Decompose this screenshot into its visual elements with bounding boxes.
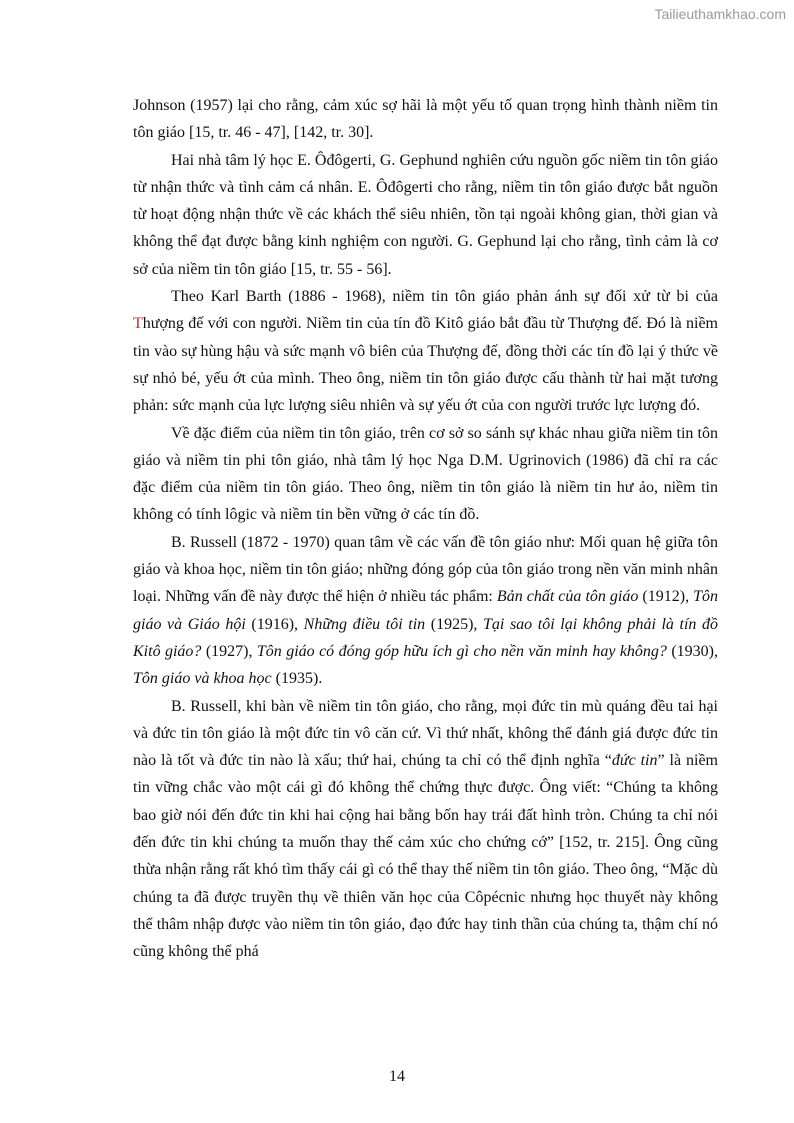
work-year-2: (1916), xyxy=(245,615,304,633)
work-year-5: (1930), xyxy=(666,642,719,660)
paragraph-6-text-b: ” là niềm tin vững chắc vào một cái gì đó không thể chứng thực được. Ông viết: “Chúng ta không bao giờ nói đến đức tin khi hai cộng hai bằng bốn hay trái đất hình tròn. Chúng ta chỉ nói đến đức tin khi chúng ta muốn thay thế cảm xúc cho chứng cớ” [152, tr. 215]. Ông cũng thừa nhận rằng rất khó tìm thấy cái gì có thể thay thế niềm tin tôn giáo. Theo ông, “Mặc dù chúng ta đã được truyền thụ về thiên văn học của Côpécnic nhưng học thuyết này không thể thâm nhập được vào niềm tin tôn giáo, đạo đức hay tinh thần của chúng ta, thậm chí nó cũng không thể phá xyxy=(133,752,719,961)
paragraph-3-text-a: Theo Karl Barth (1886 - 1968), niềm tin tôn giáo phản ánh sự đối xử từ bi của xyxy=(171,288,718,306)
work-title-2: Tôn giáo và Giáo hội xyxy=(133,588,719,633)
work-year-1: (1912), xyxy=(638,588,694,606)
work-title-5: Tôn giáo có đóng góp hữu ích gì cho nền văn minh hay không? xyxy=(256,642,667,660)
work-title-1: Bản chất của tôn giáo xyxy=(496,588,639,606)
paragraph-3 xyxy=(133,283,718,419)
paragraph-6-text-a: B. Russell, khi bàn về niềm tin tôn giáo, cho rằng, mọi đức tin mù quáng đều tai hại và đức tin tôn giáo là một đức tin vô căn cứ. Vì thứ nhất, không thể đánh giá được đức tin nào là tốt và đức tin nào là xấu; thứ hai, chúng ta chỉ có thể định nghĩa “ xyxy=(133,697,718,770)
work-year-4: (1927), xyxy=(201,642,257,660)
paragraph-3-text-b: hượng đế với con người. Niềm tin của tín đồ Kitô giáo bắt đầu từ Thượng đế. Đó là niềm tin vào sự hùng hậu và sức mạnh vô biên của Thượng đế, đồng thời các tín đồ lại ý thức về sự nhỏ bé, yếu ớt của mình. Theo ông, niềm tin tôn giáo được cấu thành từ hai mặt tương phản: sức mạnh của lực lượng siêu nhiên và sự yếu ớt của con người trước lực lượng đó. xyxy=(133,315,718,415)
emphasis-duc-tin: đức tin xyxy=(611,752,658,770)
page-body xyxy=(133,92,718,966)
work-year-6: (1935). xyxy=(271,670,323,688)
watermark: Tailieuthamkhao.com xyxy=(654,6,786,22)
work-title-4: Tại sao tôi lại không phải là tín đồ Kitô giáo? xyxy=(133,615,719,660)
work-title-3: Những điều tôi tin xyxy=(303,615,426,633)
paragraph-2: Hai nhà tâm lý học E. Ôđôgerti, G. Gephund nghiên cứu nguồn gốc niềm tin tôn giáo từ nhận thức và tình cảm cá nhân. E. Ôđôgerti cho rằng, niềm tin tôn giáo được bắt nguồn từ hoạt động nhận thức về các khách thể siêu nhiên, tồn tại ngoài không gian, thời gian và không thể đạt được bằng kinh nghiệm con người. G. Gephund lại cho rằng, tình cảm là cơ sở của niềm tin tôn giáo [15, tr. 55 - 56]. xyxy=(133,151,718,278)
work-year-3: (1925), xyxy=(425,615,484,633)
paragraph-4: Về đặc điểm của niềm tin tôn giáo, trên cơ sở so sánh sự khác nhau giữa niềm tin tôn giáo và niềm tin phi tôn giáo, nhà tâm lý học Nga D.M. Ugrinovich (1986) đã chỉ ra các đặc điểm của niềm tin tôn giáo. Theo ông, niềm tin tôn giáo là niềm tin hư ảo, niềm tin không có tính lôgic và niềm tin bền vững ở các tín đồ. xyxy=(133,424,718,524)
work-title-6: Tôn giáo và khoa học xyxy=(133,670,272,688)
page-number: 14 xyxy=(389,1068,405,1085)
paragraph-5-text: B. Russell (1872 - 1970) quan tâm về các vấn đề tôn giáo như: Mối quan hệ giữa tôn giáo và khoa học, niềm tin tôn giáo; những đóng góp của tôn giáo trong nền văn minh nhân loại. Những vấn đề này được thể hiện ở nhiều tác phẩm: xyxy=(133,533,719,606)
paragraph-6 xyxy=(133,693,718,966)
paragraph-1: Johnson (1957) lại cho rằng, cảm xúc sợ hãi là một yếu tố quan trọng hình thành niềm tin tôn giáo [15, tr. 46 - 47], [142, tr. 30]. xyxy=(133,97,718,142)
red-letter: T xyxy=(133,315,143,333)
paragraph-5 xyxy=(133,529,718,693)
